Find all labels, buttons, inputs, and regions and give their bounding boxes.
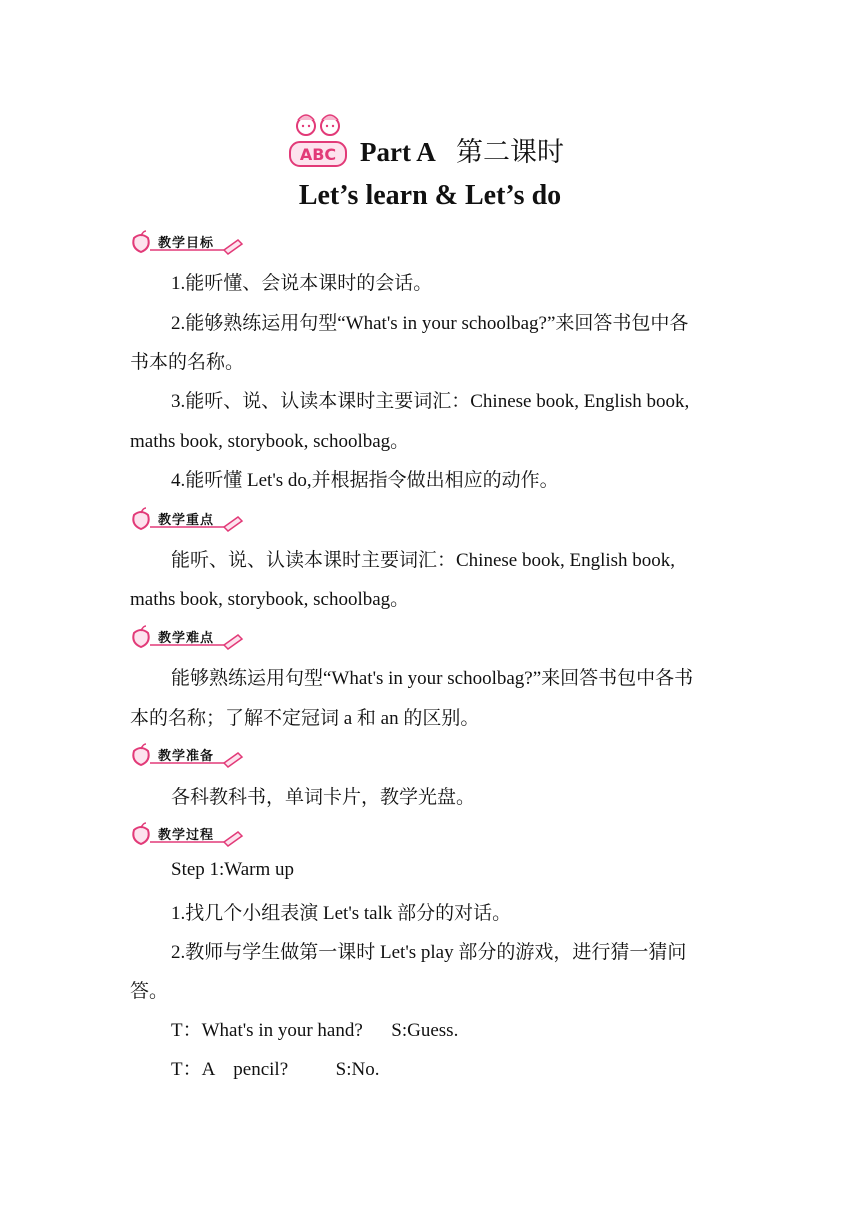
section-label: 教学难点 [158,631,215,646]
abc-kids-logo [286,112,352,170]
title-lesson: 第二课时 [455,137,564,168]
section-header-goals [128,228,248,256]
process-line-1: Step 1:Warm up [171,859,295,880]
page-title [360,130,564,169]
process-line-6: T：A pencil? S:No. [171,1059,380,1080]
goals-line-2: 2.能够熟练运用句型“What's in your schoolbag?”来回答书包中各 [171,313,689,334]
preparation-line-1: 各科教科书，单词卡片，教学光盘。 [171,787,476,808]
section-label: 教学目标 [158,236,215,251]
section-label: 教学重点 [158,513,215,528]
key-points-line-2: maths book, storybook, schoolbag。 [130,589,410,610]
title-row [0,108,860,170]
section-header-process [128,820,248,848]
section-label: 教学过程 [158,828,215,843]
process-line-5: T：What's in your hand? S:Guess. [171,1020,459,1041]
difficulties-line-1: 能够熟练运用句型“What's in your schoolbag?”来回答书包中各书 [171,668,694,689]
goals-line-1: 1.能听懂、会说本课时的会话。 [171,273,433,294]
process-line-2: 1.找几个小组表演 Let's talk 部分的对话。 [171,903,512,924]
difficulties-line-2: 本的名称；了解不定冠词 a 和 an 的区别。 [130,708,480,729]
goals-line-4: 3.能听、说、认读本课时主要词汇：Chinese book, English book, [171,391,690,412]
section-header-preparation [128,741,248,769]
key-points-line-1: 能听、说、认读本课时主要词汇：Chinese book, English book, [171,550,676,571]
goals-line-5: maths book, storybook, schoolbag。 [130,431,410,452]
section-header-key-points [128,505,248,533]
page-subtitle: Let’s learn & Let’s do [298,180,562,211]
svg-text:ABC: ABC [299,145,337,164]
process-line-3: 2.教师与学生做第一课时 Let's play 部分的游戏，进行猜一猜问 [171,942,687,963]
title-part: Part A [360,137,436,167]
process-line-4: 答。 [130,981,169,1002]
section-header-difficulties [128,623,248,651]
goals-line-6: 4.能听懂 Let's do,并根据指令做出相应的动作。 [171,470,559,491]
section-label: 教学准备 [158,749,215,764]
goals-line-3: 书本的名称。 [130,352,245,373]
